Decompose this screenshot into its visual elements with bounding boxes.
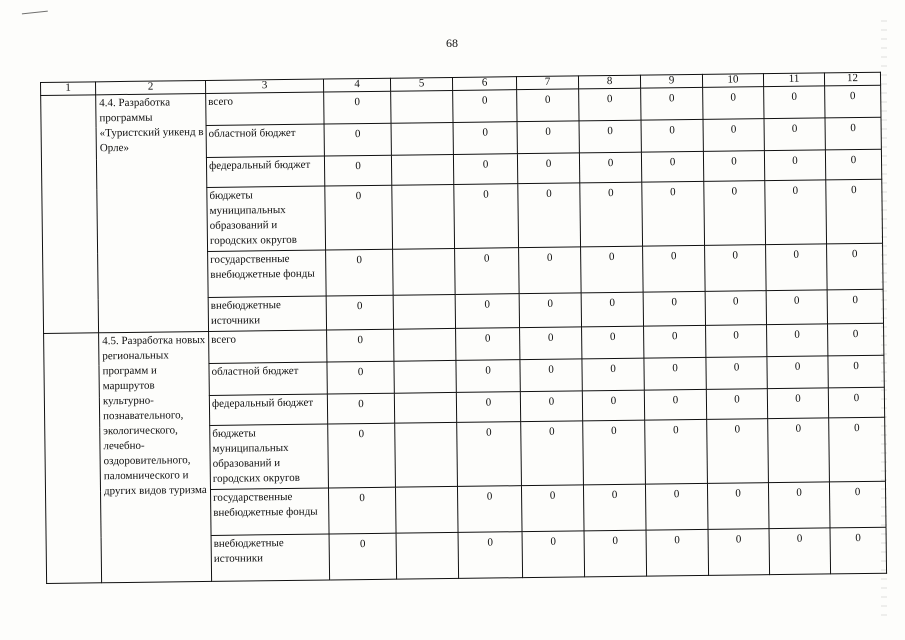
value-cell: 0 xyxy=(828,323,884,356)
value-cell: 0 xyxy=(642,181,705,246)
value-cell: 0 xyxy=(521,421,584,486)
value-cell: 0 xyxy=(579,120,641,153)
value-cell: 0 xyxy=(767,324,828,357)
value-cell: 0 xyxy=(328,487,396,534)
value-cell xyxy=(393,294,455,329)
value-cell: 0 xyxy=(520,327,582,360)
value-cell xyxy=(396,532,459,579)
value-cell: 0 xyxy=(579,152,641,183)
header-cell: 11 xyxy=(763,73,824,87)
header-cell: 3 xyxy=(205,79,323,93)
table-body xyxy=(41,85,887,583)
section-title-cell: 4.5. Разработка новых региональных программ и маршрутов культурно-познавательного, экологического, лечебно-оздоровительного, паломнического и других видов туризма xyxy=(99,331,212,582)
header-cell: 1 xyxy=(41,82,96,96)
value-cell xyxy=(395,422,458,487)
value-cell: 0 xyxy=(581,246,644,293)
value-cell: 0 xyxy=(520,391,582,422)
value-cell: 0 xyxy=(453,122,517,155)
value-cell: 0 xyxy=(583,484,646,531)
value-cell: 0 xyxy=(705,291,766,326)
value-cell: 0 xyxy=(584,530,647,577)
value-cell: 0 xyxy=(581,292,643,327)
header-cell: 4 xyxy=(323,78,390,92)
value-cell: 0 xyxy=(768,482,830,529)
funding-source-cell: государственные внебюджетные фонды xyxy=(208,250,327,297)
value-cell: 0 xyxy=(707,483,769,530)
funding-source-cell: бюджеты муниципальных образований и городских округов xyxy=(210,424,329,489)
value-cell: 0 xyxy=(521,485,584,532)
value-cell: 0 xyxy=(645,419,708,484)
funding-source-cell: областной бюджет xyxy=(206,124,324,157)
header-cell: 8 xyxy=(578,75,640,89)
value-cell: 0 xyxy=(641,87,703,120)
header-cell: 12 xyxy=(824,72,880,86)
value-cell: 0 xyxy=(328,423,396,488)
value-cell: 0 xyxy=(825,85,881,118)
value-cell: 0 xyxy=(703,87,764,120)
value-cell: 0 xyxy=(706,357,767,390)
value-cell: 0 xyxy=(327,329,394,362)
value-cell xyxy=(394,392,456,423)
header-cell: 6 xyxy=(452,77,516,91)
value-cell: 0 xyxy=(324,123,391,156)
funding-source-cell: внебюджетные источники xyxy=(211,534,330,581)
value-cell: 0 xyxy=(644,357,706,390)
value-cell: 0 xyxy=(643,245,706,292)
value-cell: 0 xyxy=(767,356,828,389)
value-cell: 0 xyxy=(518,183,581,248)
value-cell: 0 xyxy=(522,531,585,578)
value-cell: 0 xyxy=(519,293,581,328)
value-cell: 0 xyxy=(326,295,393,330)
value-cell: 0 xyxy=(582,358,644,391)
value-cell: 0 xyxy=(583,420,646,485)
value-cell: 0 xyxy=(454,184,519,249)
value-cell: 0 xyxy=(580,182,643,247)
header-cell: 9 xyxy=(640,74,702,88)
value-cell: 0 xyxy=(326,249,394,296)
funding-source-cell: государственные внебюджетные фонды xyxy=(210,488,329,535)
value-cell: 0 xyxy=(457,422,522,487)
value-cell: 0 xyxy=(704,181,766,246)
value-cell: 0 xyxy=(766,290,827,325)
value-cell xyxy=(391,122,453,155)
value-cell: 0 xyxy=(766,244,828,291)
value-cell: 0 xyxy=(828,387,884,418)
value-cell: 0 xyxy=(457,486,522,533)
funding-source-cell: всего xyxy=(206,92,324,125)
header-cell: 10 xyxy=(702,74,763,88)
value-cell: 0 xyxy=(641,151,703,182)
value-cell: 0 xyxy=(456,392,520,423)
value-cell: 0 xyxy=(703,119,764,152)
value-cell: 0 xyxy=(644,389,706,420)
value-cell: 0 xyxy=(830,527,887,574)
value-cell: 0 xyxy=(645,483,708,530)
value-cell xyxy=(391,154,453,185)
value-cell: 0 xyxy=(826,179,883,244)
header-cell: 7 xyxy=(516,76,578,90)
value-cell: 0 xyxy=(641,119,703,152)
value-cell xyxy=(391,90,453,123)
row-number-cell xyxy=(41,95,99,334)
funding-source-cell: внебюджетные источники xyxy=(208,296,326,331)
value-cell: 0 xyxy=(517,121,579,154)
section-title-cell: 4.4. Разработка программы «Туристский уикенд в Орле» xyxy=(96,93,209,332)
value-cell: 0 xyxy=(764,150,825,181)
budget-table-container xyxy=(40,72,886,602)
value-cell: 0 xyxy=(453,154,517,185)
funding-source-cell: всего xyxy=(209,330,327,363)
value-cell xyxy=(393,248,456,295)
value-cell: 0 xyxy=(829,481,886,528)
value-cell: 0 xyxy=(324,155,391,186)
page-number: 68 xyxy=(446,36,458,50)
header-cell: 5 xyxy=(390,77,452,91)
value-cell: 0 xyxy=(825,117,881,150)
value-cell: 0 xyxy=(764,86,825,119)
value-cell: 0 xyxy=(582,326,644,359)
value-cell: 0 xyxy=(519,247,582,294)
funding-source-cell: федеральный бюджет xyxy=(206,156,324,187)
value-cell: 0 xyxy=(644,325,706,358)
value-cell: 0 xyxy=(705,245,767,292)
value-cell: 0 xyxy=(769,528,831,575)
value-cell: 0 xyxy=(825,149,881,180)
value-cell: 0 xyxy=(453,90,517,123)
value-cell: 0 xyxy=(517,153,579,184)
value-cell: 0 xyxy=(582,390,644,421)
value-cell: 0 xyxy=(579,88,641,121)
funding-source-cell: бюджеты муниципальных образований и городских округов xyxy=(207,186,326,251)
value-cell: 0 xyxy=(646,529,709,576)
value-cell: 0 xyxy=(325,185,393,250)
value-cell: 0 xyxy=(707,419,769,484)
value-cell: 0 xyxy=(324,91,391,124)
value-cell: 0 xyxy=(703,151,764,182)
row-number-cell xyxy=(44,333,102,584)
value-cell: 0 xyxy=(828,355,884,388)
value-cell: 0 xyxy=(768,418,830,483)
value-cell xyxy=(394,328,456,361)
scan-mark xyxy=(22,11,48,18)
value-cell: 0 xyxy=(329,533,397,580)
value-cell: 0 xyxy=(767,388,828,419)
value-cell: 0 xyxy=(456,328,520,361)
value-cell: 0 xyxy=(765,180,827,245)
funding-source-cell: федеральный бюджет xyxy=(209,394,327,425)
value-cell: 0 xyxy=(706,325,767,358)
value-cell: 0 xyxy=(327,361,394,394)
value-cell: 0 xyxy=(643,291,705,326)
value-cell: 0 xyxy=(520,359,582,392)
value-cell: 0 xyxy=(829,417,886,482)
value-cell: 0 xyxy=(455,294,519,329)
value-cell: 0 xyxy=(764,118,825,151)
value-cell: 0 xyxy=(706,389,767,420)
value-cell: 0 xyxy=(517,89,579,122)
budget-table xyxy=(40,72,887,584)
value-cell: 0 xyxy=(456,360,520,393)
header-cell: 2 xyxy=(96,80,206,94)
value-cell xyxy=(395,486,458,533)
value-cell: 0 xyxy=(327,393,394,424)
value-cell: 0 xyxy=(458,532,523,579)
funding-source-cell: областной бюджет xyxy=(209,362,327,395)
value-cell xyxy=(392,184,455,249)
value-cell: 0 xyxy=(708,529,770,576)
value-cell: 0 xyxy=(455,248,520,295)
value-cell: 0 xyxy=(827,243,884,290)
value-cell: 0 xyxy=(827,289,883,324)
value-cell xyxy=(394,360,456,393)
